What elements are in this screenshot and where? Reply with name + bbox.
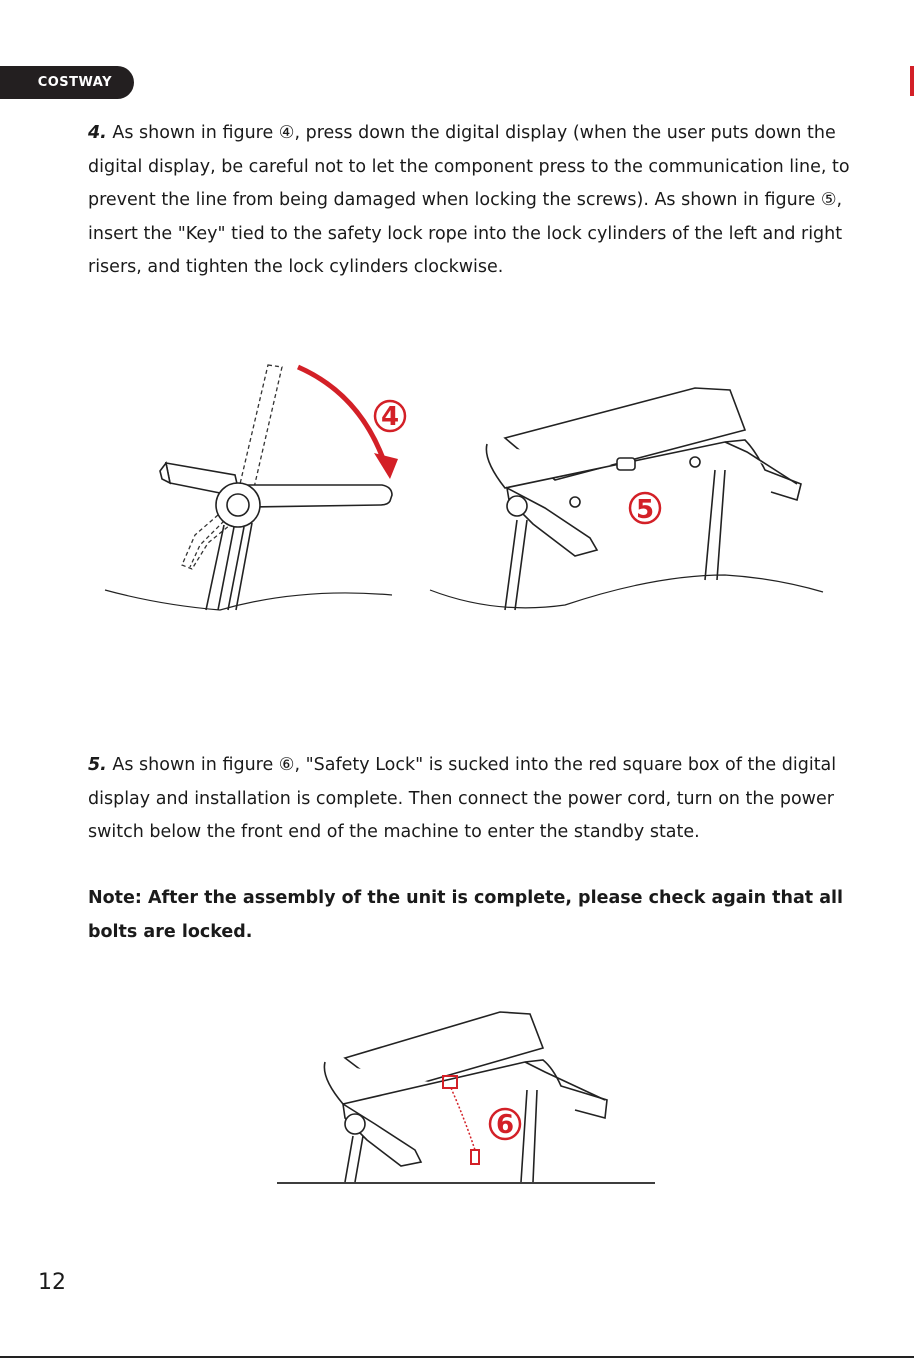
- figure-4-display-fold: [100, 355, 410, 615]
- step-5-number: 5.: [88, 755, 107, 775]
- figure-6-safety-lock-installed: [275, 1000, 660, 1190]
- step-5-text: As shown in figure ⑥, "Safety Lock" is sucked into the red square box of the digital display and installation is complete. Then connect the power cord, turn on the power switch below the front end of the machine to enter the standby state.: [88, 755, 837, 842]
- figure-5-label: 5: [635, 495, 655, 525]
- assembly-note: Note: After the assembly of the unit is complete, please check again that all bolts are locked.: [88, 888, 844, 942]
- step-4-number: 4.: [88, 123, 107, 143]
- step-5-paragraph: [88, 749, 858, 850]
- figure-6-label: 6: [495, 1110, 515, 1140]
- page-edge-marker: [910, 66, 914, 96]
- page-number: 12: [38, 1270, 66, 1295]
- figure-4-label: 4: [380, 402, 400, 432]
- bottom-rule: [0, 1356, 914, 1358]
- brand-name: COSTWAY: [37, 75, 112, 90]
- step-4-paragraph: [88, 117, 858, 285]
- figure-5-safety-key: [425, 380, 825, 615]
- step-4-text: As shown in figure ④, press down the digital display (when the user puts down the digital display, be careful not to let the component press to the communication line, to prevent the line from being damaged when locking the screws). As shown in figure ⑤, insert the "Key" tied to the safety lock rope into the lock cylinders of the left and right risers, and tighten the lock cylinders clockwise.: [88, 123, 850, 277]
- brand-logo: [0, 66, 134, 99]
